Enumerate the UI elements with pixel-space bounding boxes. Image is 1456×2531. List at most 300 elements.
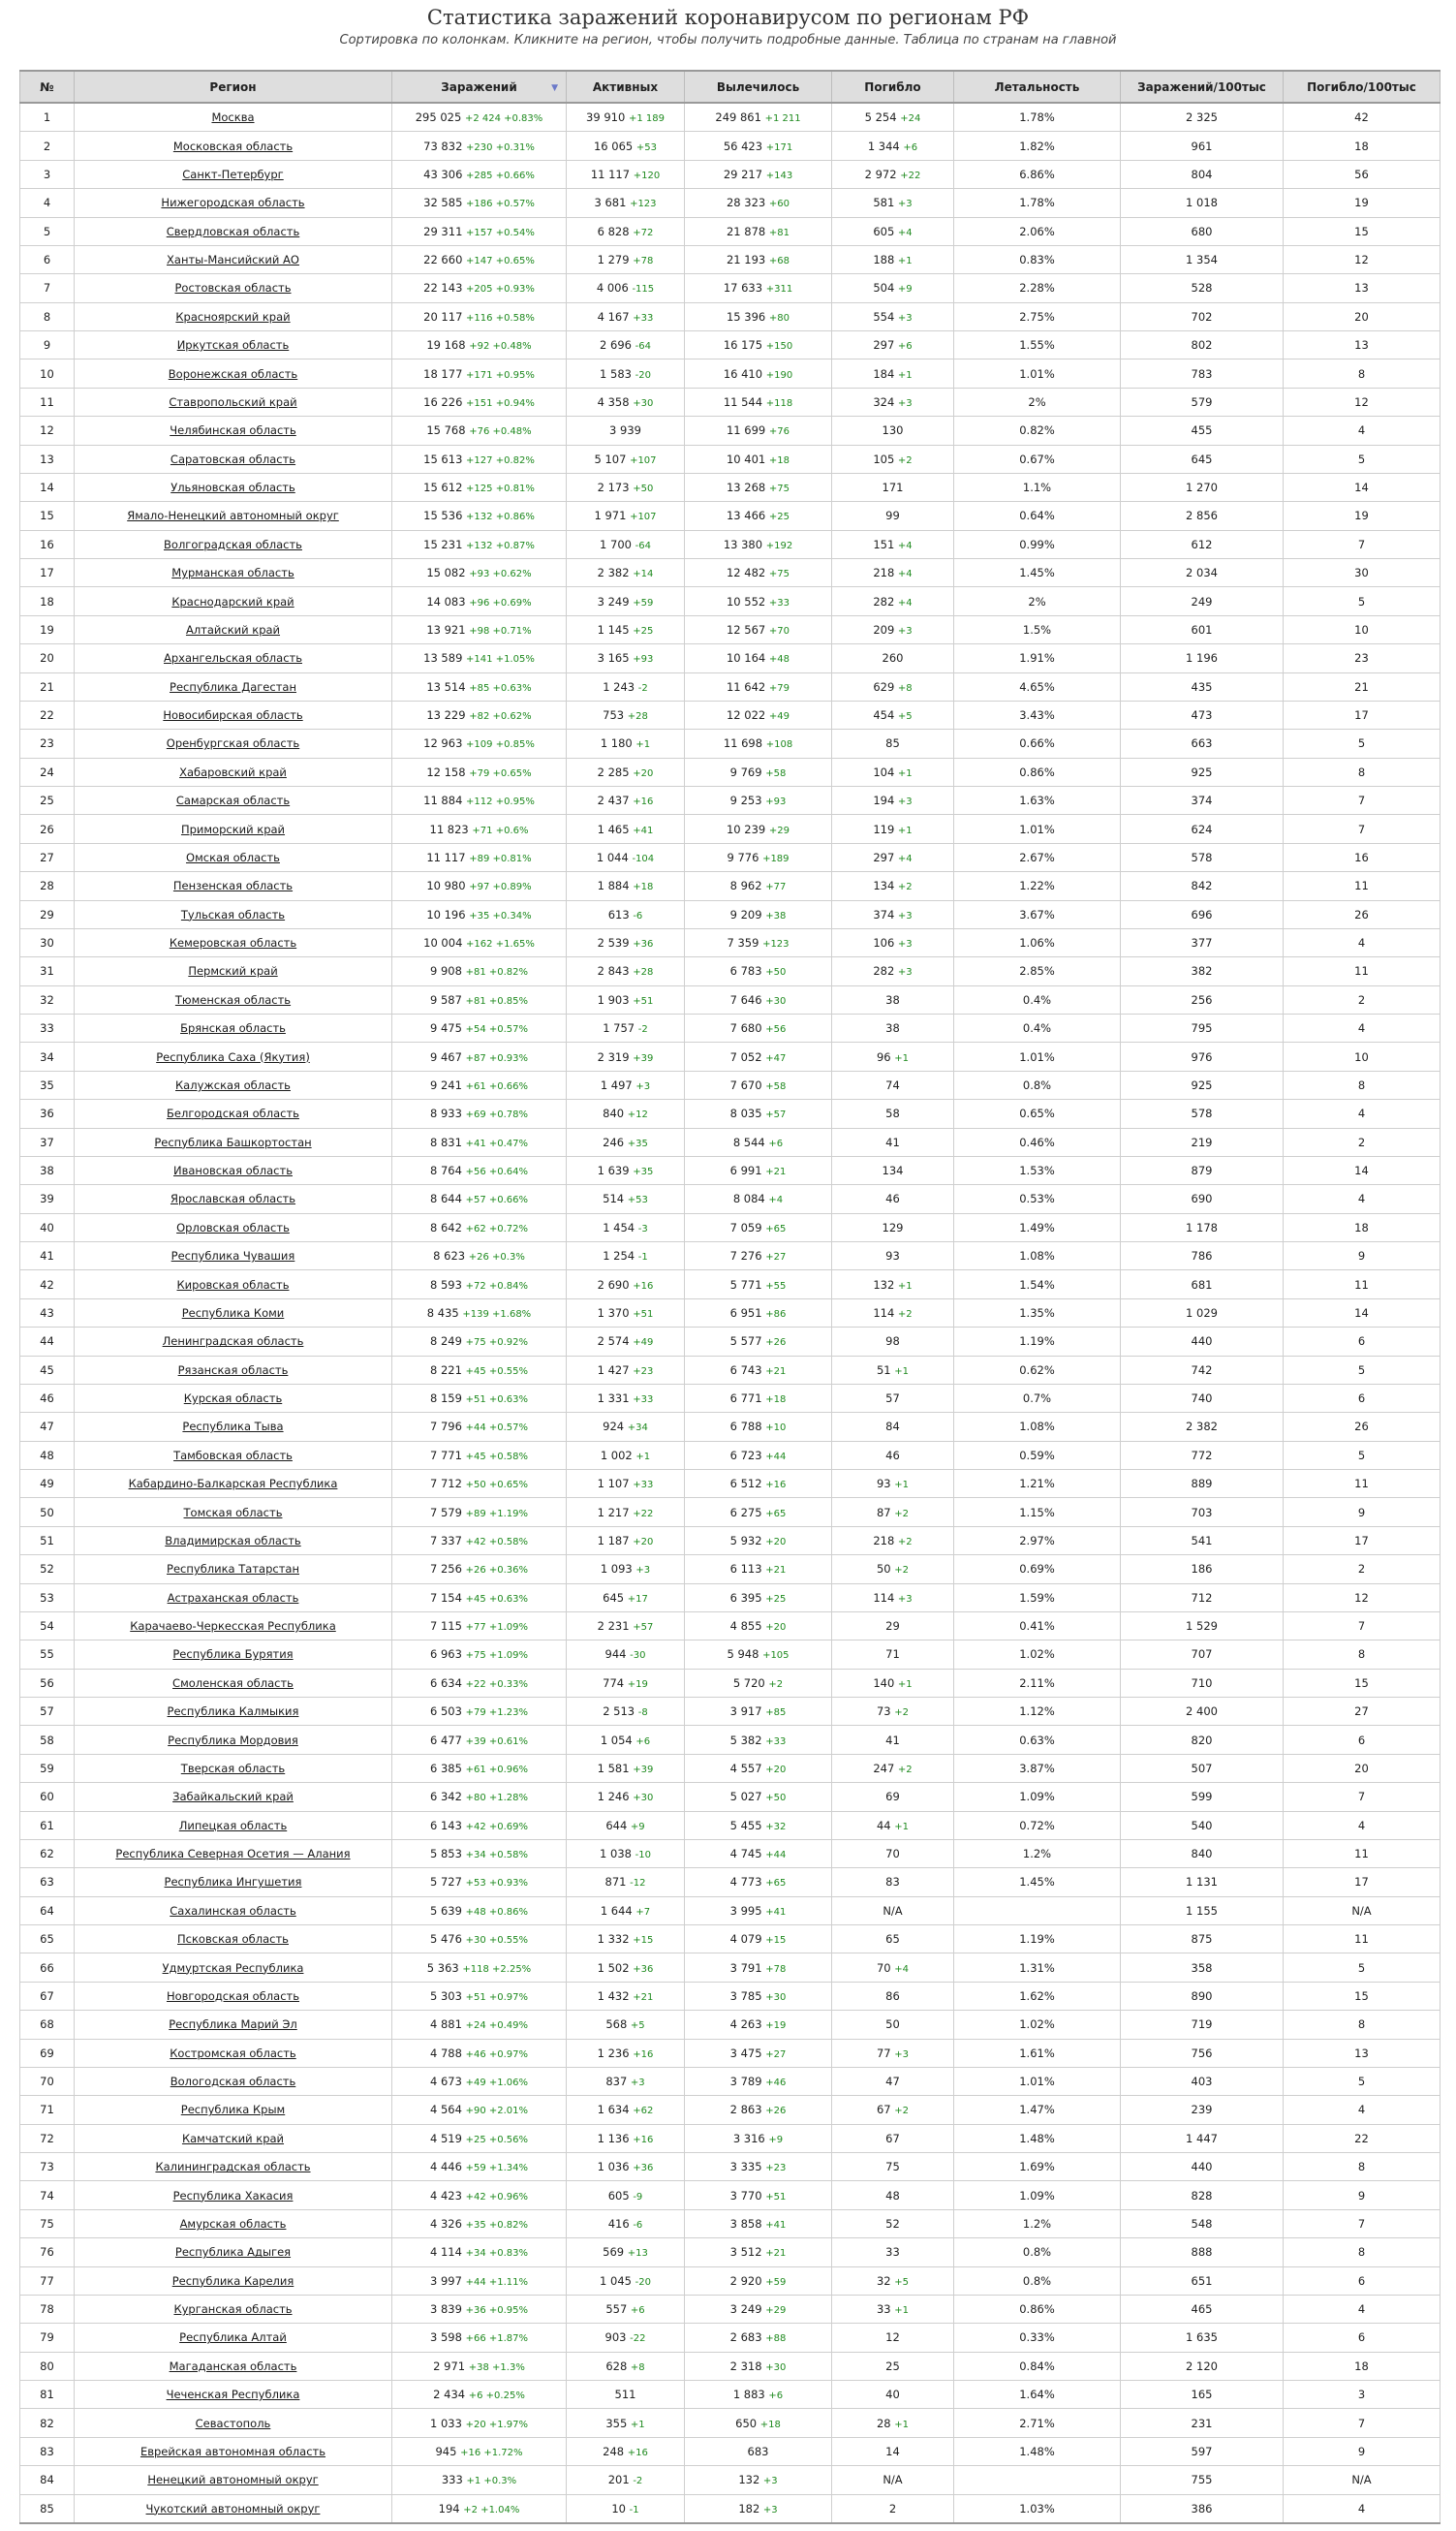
header-number[interactable] bbox=[20, 71, 75, 103]
cell-value: 6 bbox=[1357, 1391, 1366, 1406]
cell-value: 3 939 bbox=[609, 423, 641, 438]
cell-value: 2 231 bbox=[597, 1619, 630, 1634]
cell-deaths bbox=[832, 1611, 954, 1640]
cell-delta: +75 bbox=[768, 569, 790, 580]
cell-deaths bbox=[832, 1555, 954, 1583]
region-link[interactable]: Волгоградская область bbox=[164, 537, 302, 551]
cell-recovered bbox=[685, 2124, 832, 2152]
cell-region bbox=[75, 274, 392, 302]
cell-region bbox=[75, 1982, 392, 2010]
region-link[interactable]: Республика Алтай bbox=[179, 2330, 287, 2345]
cell-value: 0.7% bbox=[1022, 1391, 1052, 1406]
region-link[interactable]: Новосибирская область bbox=[163, 708, 303, 723]
cell-deaths bbox=[832, 2124, 954, 2152]
cell-value: 645 bbox=[1191, 452, 1213, 466]
cell-delta: +3 bbox=[897, 910, 913, 922]
cell-deaths-per-100k bbox=[1284, 1640, 1441, 1669]
table-row bbox=[20, 615, 1441, 643]
cell-value: 6 771 bbox=[729, 1391, 762, 1406]
cell-region bbox=[75, 1726, 392, 1754]
region-link[interactable]: Еврейская автономная область bbox=[139, 2444, 326, 2458]
table-row bbox=[20, 1384, 1441, 1412]
region-link[interactable]: Удмуртская Республика bbox=[162, 1960, 304, 1975]
cell-number bbox=[20, 2238, 75, 2266]
cell-value: 85 bbox=[885, 736, 900, 751]
cell-lethality bbox=[954, 1726, 1121, 1754]
region-link[interactable]: Псковская область bbox=[177, 1932, 289, 1947]
table-row bbox=[20, 1583, 1441, 1611]
region-link[interactable]: Нижегородская область bbox=[161, 196, 305, 210]
cell-infected-per-100k bbox=[1121, 843, 1284, 871]
cell-deaths-per-100k bbox=[1284, 872, 1441, 900]
cell-delta: +28 bbox=[633, 967, 654, 979]
cell-region bbox=[75, 2153, 392, 2181]
cell-infected bbox=[392, 1839, 567, 1867]
cell-region bbox=[75, 758, 392, 786]
cell-delta: +2 +1.04% bbox=[463, 2504, 520, 2515]
cell-deaths bbox=[832, 1839, 954, 1867]
cell-infected bbox=[392, 701, 567, 729]
cell-active bbox=[567, 1583, 685, 1611]
region-link[interactable]: Республика Саха (Якутия) bbox=[156, 1049, 310, 1064]
cell-delta: +1 bbox=[897, 1280, 913, 1292]
cell-recovered bbox=[685, 2209, 832, 2237]
cell-value: 246 bbox=[603, 1135, 625, 1149]
cell-deaths-per-100k bbox=[1284, 1526, 1441, 1554]
cell-infected-per-100k bbox=[1121, 928, 1284, 956]
cell-value: 17 bbox=[40, 566, 54, 580]
cell-number bbox=[20, 1669, 75, 1697]
cell-value: 56 bbox=[40, 1675, 54, 1690]
cell-region bbox=[75, 957, 392, 985]
cell-delta: +90 +2.01% bbox=[465, 2106, 529, 2117]
region-link[interactable]: Карачаево-Черкесская Республика bbox=[130, 1619, 336, 1634]
cell-value: 8 bbox=[1357, 1078, 1366, 1092]
cell-value: 4 745 bbox=[729, 1847, 762, 1861]
cell-infected-per-100k bbox=[1121, 1698, 1284, 1726]
cell-value: 8 bbox=[1357, 765, 1366, 779]
cell-value: 13 514 bbox=[426, 679, 466, 694]
cell-number bbox=[20, 274, 75, 302]
cell-number bbox=[20, 1071, 75, 1099]
region-link[interactable]: Архангельская область bbox=[164, 651, 302, 666]
cell-delta: +162 +1.65% bbox=[466, 939, 535, 951]
cell-number bbox=[20, 2409, 75, 2437]
region-link[interactable]: Республика Мордовия bbox=[168, 1733, 298, 1747]
cell-value: 15 082 bbox=[426, 566, 466, 580]
cell-number bbox=[20, 388, 75, 416]
cell-value: 707 bbox=[1191, 1647, 1213, 1662]
region-link[interactable]: Республика Карелия bbox=[171, 2273, 294, 2288]
cell-value: 3 335 bbox=[729, 2160, 762, 2174]
cell-value: 105 bbox=[873, 452, 895, 466]
cell-value: 4 bbox=[1357, 2501, 1366, 2515]
cell-value: 629 bbox=[873, 679, 895, 694]
cell-delta: +65 bbox=[765, 1223, 787, 1234]
region-link[interactable]: Вологодская область bbox=[170, 2075, 296, 2089]
table-row bbox=[20, 587, 1441, 615]
cell-active bbox=[567, 1185, 685, 1213]
cell-lethality bbox=[954, 1156, 1121, 1184]
region-link[interactable]: Республика Калмыкия bbox=[167, 1704, 299, 1719]
cell-value: 2 574 bbox=[597, 1334, 630, 1349]
region-link[interactable]: Ставропольский край bbox=[169, 394, 297, 409]
cell-value: 1 018 bbox=[1186, 196, 1218, 210]
header-infected-per-100k[interactable] bbox=[1121, 71, 1284, 103]
cell-delta: -20 bbox=[635, 2276, 651, 2288]
cell-number bbox=[20, 2209, 75, 2237]
cell-value: 16 226 bbox=[423, 394, 463, 409]
cell-value: 0.64% bbox=[1019, 509, 1055, 523]
region-link[interactable]: Севастополь bbox=[195, 2416, 271, 2430]
region-link[interactable]: Ханты-Мансийский АО bbox=[167, 253, 299, 267]
region-link[interactable]: Кабардино-Балкарская Республика bbox=[128, 1477, 338, 1491]
region-link[interactable]: Московская область bbox=[172, 139, 294, 153]
cell-infected bbox=[392, 1071, 567, 1099]
region-link[interactable]: Республика Бурятия bbox=[172, 1647, 294, 1662]
cell-infected-per-100k bbox=[1121, 1839, 1284, 1867]
header-recovered[interactable] bbox=[685, 71, 832, 103]
cell-value: 4 564 bbox=[429, 2103, 462, 2117]
region-link[interactable]: Рязанская область bbox=[177, 1362, 289, 1377]
cell-infected bbox=[392, 672, 567, 701]
cell-deaths-per-100k bbox=[1284, 1611, 1441, 1640]
cell-value: 10 552 bbox=[726, 594, 766, 609]
region-link[interactable]: Пензенская область bbox=[172, 879, 294, 893]
cell-delta: +85 +0.63% bbox=[469, 682, 532, 694]
region-link[interactable]: Краснодарский край bbox=[171, 594, 294, 609]
cell-delta: +4 bbox=[897, 853, 913, 864]
cell-value: 7 bbox=[1357, 537, 1366, 551]
cell-delta: +62 +0.72% bbox=[465, 1223, 529, 1234]
region-link[interactable]: Чеченская Республика bbox=[166, 2388, 300, 2402]
header-region[interactable] bbox=[75, 71, 392, 103]
cell-value: 194 bbox=[438, 2501, 460, 2515]
cell-number bbox=[20, 160, 75, 188]
cell-value: 130 bbox=[882, 423, 904, 438]
table-row bbox=[20, 2039, 1441, 2067]
cell-infected bbox=[392, 274, 567, 302]
region-link[interactable]: Ивановская область bbox=[173, 1164, 293, 1178]
cell-active bbox=[567, 1100, 685, 1128]
region-link[interactable]: Тверская область bbox=[180, 1761, 286, 1775]
region-link[interactable]: Оренбургская область bbox=[166, 736, 300, 751]
region-link[interactable]: Забайкальский край bbox=[172, 1790, 294, 1804]
region-link[interactable]: Брянская область bbox=[180, 1021, 286, 1036]
cell-value: 1.61% bbox=[1019, 2046, 1055, 2060]
header-infected[interactable] bbox=[392, 71, 567, 103]
region-link[interactable]: Ямало-Ненецкий автономный округ bbox=[127, 509, 339, 523]
cell-value: 41 bbox=[40, 1249, 54, 1264]
cell-value: 1 332 bbox=[597, 1932, 630, 1947]
header-lethality[interactable] bbox=[954, 71, 1121, 103]
cell-delta: +33 bbox=[768, 597, 790, 609]
cell-infected-per-100k bbox=[1121, 644, 1284, 672]
cell-lethality bbox=[954, 2409, 1121, 2437]
cell-delta: +24 bbox=[900, 113, 921, 125]
cell-delta: +48 bbox=[768, 654, 790, 666]
region-link[interactable]: Республика Тыва bbox=[182, 1420, 284, 1434]
cell-value: 14 bbox=[1354, 1164, 1369, 1178]
region-link[interactable]: Кемеровская область bbox=[169, 936, 297, 951]
cell-delta: +157 +0.54% bbox=[466, 227, 535, 238]
cell-number bbox=[20, 189, 75, 217]
cell-infected-per-100k bbox=[1121, 985, 1284, 1014]
cell-value: 3.43% bbox=[1019, 708, 1055, 723]
cell-infected bbox=[392, 2209, 567, 2237]
cell-value: 56 423 bbox=[723, 139, 763, 153]
cell-value: 13 380 bbox=[723, 537, 763, 551]
region-link[interactable]: Алтайский край bbox=[185, 622, 281, 637]
cell-number bbox=[20, 758, 75, 786]
region-link[interactable]: Ленинградская область bbox=[162, 1334, 304, 1349]
cell-infected-per-100k bbox=[1121, 2466, 1284, 2494]
table-row bbox=[20, 1071, 1441, 1099]
region-link[interactable]: Омская область bbox=[186, 850, 280, 864]
cell-recovered bbox=[685, 417, 832, 445]
region-link[interactable]: Тульская область bbox=[180, 907, 286, 922]
region-link[interactable]: Сахалинская область bbox=[170, 1903, 296, 1918]
cell-delta: +8 bbox=[630, 2361, 645, 2373]
cell-value: 2 382 bbox=[1186, 1420, 1218, 1434]
cell-value: 6 143 bbox=[429, 1818, 462, 1832]
region-link[interactable]: Республика Коми bbox=[181, 1305, 285, 1320]
region-link[interactable]: Калининградская область bbox=[155, 2160, 311, 2174]
cell-recovered bbox=[685, 274, 832, 302]
cell-value: 21 bbox=[1354, 679, 1369, 694]
cell-value: 11 642 bbox=[726, 679, 766, 694]
region-link[interactable]: Республика Дагестан bbox=[170, 679, 296, 694]
cell-value: N/A bbox=[1351, 1903, 1372, 1918]
cell-value: 7 670 bbox=[729, 1078, 762, 1092]
region-link[interactable]: Воронежская область bbox=[168, 366, 298, 381]
header-active[interactable] bbox=[567, 71, 685, 103]
cell-number bbox=[20, 815, 75, 843]
cell-infected-per-100k bbox=[1121, 473, 1284, 501]
cell-infected-per-100k bbox=[1121, 1128, 1284, 1156]
table-row bbox=[20, 1441, 1441, 1469]
cell-deaths bbox=[832, 1526, 954, 1554]
region-link[interactable]: Республика Северная Осетия — Алания bbox=[115, 1847, 351, 1861]
cell-value: 8 933 bbox=[429, 1107, 462, 1121]
region-link[interactable]: Москва bbox=[211, 110, 255, 125]
table-row bbox=[20, 2324, 1441, 2352]
region-link[interactable]: Республика Адыгея bbox=[174, 2245, 292, 2260]
cell-value: 104 bbox=[873, 765, 895, 779]
cell-value: 5 027 bbox=[729, 1790, 762, 1804]
cell-value: 5 303 bbox=[429, 1988, 462, 2003]
cell-delta: +109 +0.85% bbox=[466, 739, 535, 751]
cell-deaths bbox=[832, 2352, 954, 2380]
cell-value: 5 727 bbox=[429, 1875, 462, 1890]
region-link[interactable]: Хабаровский край bbox=[179, 765, 287, 779]
cell-active bbox=[567, 1982, 685, 2010]
region-link[interactable]: Кировская область bbox=[176, 1277, 290, 1292]
cell-value: 3 997 bbox=[429, 2273, 462, 2288]
region-link[interactable]: Саратовская область bbox=[170, 452, 296, 466]
cell-value: 2 513 bbox=[603, 1704, 635, 1719]
region-link[interactable]: Иркутская область bbox=[176, 338, 290, 353]
region-link[interactable]: Республика Чувашия bbox=[170, 1249, 295, 1264]
cell-value: 386 bbox=[1191, 2501, 1213, 2515]
cell-value: 7 154 bbox=[429, 1590, 462, 1605]
region-link[interactable]: Красноярский край bbox=[175, 309, 291, 324]
region-link[interactable]: Томская область bbox=[183, 1505, 283, 1519]
header-deaths[interactable] bbox=[832, 71, 954, 103]
cell-active bbox=[567, 1242, 685, 1270]
region-link[interactable]: Пермский край bbox=[188, 964, 278, 979]
cell-deaths bbox=[832, 644, 954, 672]
cell-delta: +1 bbox=[894, 2305, 910, 2317]
cell-value: 6 951 bbox=[729, 1305, 762, 1320]
cell-delta: +70 bbox=[768, 625, 790, 637]
table-row bbox=[20, 388, 1441, 416]
cell-value: 7 bbox=[1357, 1619, 1366, 1634]
cell-value: 13 921 bbox=[426, 622, 466, 637]
cell-delta: +1 bbox=[897, 256, 913, 267]
cell-infected bbox=[392, 331, 567, 359]
region-link[interactable]: Курская область bbox=[183, 1391, 283, 1406]
cell-infected bbox=[392, 1498, 567, 1526]
table-row bbox=[20, 1754, 1441, 1782]
cell-lethality bbox=[954, 2011, 1121, 2039]
cell-value: 7 bbox=[1357, 822, 1366, 836]
region-link[interactable]: Тюменская область bbox=[174, 992, 292, 1007]
cell-delta: +44 +0.57% bbox=[465, 1422, 529, 1434]
cell-lethality bbox=[954, 1526, 1121, 1554]
cell-infected-per-100k bbox=[1121, 530, 1284, 558]
region-link[interactable]: Курганская область bbox=[173, 2302, 293, 2317]
cell-value: 6 bbox=[1357, 2273, 1366, 2288]
region-link[interactable]: Магаданская область bbox=[169, 2359, 297, 2373]
cell-value: 1 644 bbox=[600, 1903, 633, 1918]
region-link[interactable]: Республика Крым bbox=[180, 2103, 286, 2117]
cell-recovered bbox=[685, 1043, 832, 1071]
table-row bbox=[20, 2153, 1441, 2181]
cell-lethality bbox=[954, 1213, 1121, 1241]
cell-delta: +38 +1.3% bbox=[468, 2361, 525, 2373]
cell-value: 3 165 bbox=[597, 651, 630, 666]
table-row bbox=[20, 2067, 1441, 2095]
cell-value: 27 bbox=[1354, 1704, 1369, 1719]
cell-value: 2 319 bbox=[597, 1049, 630, 1064]
cell-infected bbox=[392, 758, 567, 786]
region-link[interactable]: Костромская область bbox=[170, 2046, 296, 2060]
cell-value: 1 634 bbox=[597, 2103, 630, 2117]
cell-active bbox=[567, 1470, 685, 1498]
cell-deaths-per-100k bbox=[1284, 2209, 1441, 2237]
cell-lethality bbox=[954, 900, 1121, 928]
region-link[interactable]: Приморский край bbox=[180, 822, 286, 836]
cell-value: 828 bbox=[1191, 2188, 1213, 2203]
cell-delta: +20 bbox=[765, 1764, 787, 1775]
region-link[interactable]: Ульяновская область bbox=[170, 481, 295, 495]
cell-value: 0.8% bbox=[1022, 2273, 1052, 2288]
cell-infected bbox=[392, 217, 567, 245]
region-link[interactable]: Республика Хакасия bbox=[172, 2188, 294, 2203]
cell-value: 8 bbox=[1357, 2017, 1366, 2032]
cell-value: 4 bbox=[1357, 1192, 1366, 1206]
region-link[interactable]: Владимирская область bbox=[165, 1533, 301, 1547]
cell-number bbox=[20, 872, 75, 900]
region-link[interactable]: Смоленская область bbox=[172, 1675, 294, 1690]
cell-delta: -10 bbox=[635, 1850, 651, 1861]
cell-delta: +311 bbox=[765, 284, 793, 296]
region-link[interactable]: Камчатский край bbox=[181, 2131, 285, 2145]
cell-infected-per-100k bbox=[1121, 2067, 1284, 2095]
cell-lethality bbox=[954, 1754, 1121, 1782]
cell-lethality bbox=[954, 559, 1121, 587]
cell-deaths bbox=[832, 1441, 954, 1469]
cell-region bbox=[75, 1555, 392, 1583]
cell-delta: +55 bbox=[765, 1280, 787, 1292]
region-link[interactable]: Белгородская область bbox=[167, 1107, 299, 1121]
region-link[interactable]: Липецкая область bbox=[178, 1818, 288, 1832]
region-link[interactable]: Республика Татарстан bbox=[167, 1562, 299, 1577]
region-link[interactable]: Мурманская область bbox=[171, 566, 294, 580]
cell-value: 18 bbox=[1354, 2359, 1369, 2373]
cell-delta: +75 bbox=[768, 484, 790, 495]
cell-value: 140 bbox=[873, 1675, 895, 1690]
cell-value: 165 bbox=[1191, 2388, 1213, 2402]
region-link[interactable]: Ненецкий автономный округ bbox=[147, 2473, 319, 2487]
region-link[interactable]: Амурская область bbox=[179, 2216, 287, 2231]
region-link[interactable]: Астраханская область bbox=[167, 1590, 299, 1605]
region-link[interactable]: Свердловская область bbox=[166, 224, 300, 238]
cell-value: 0.99% bbox=[1019, 537, 1055, 551]
cell-infected-per-100k bbox=[1121, 672, 1284, 701]
region-link[interactable]: Чукотский автономный округ bbox=[145, 2501, 321, 2515]
region-link[interactable]: Республика Ингушетия bbox=[164, 1875, 302, 1890]
cell-value: 171 bbox=[882, 481, 904, 495]
cell-number bbox=[20, 1328, 75, 1356]
cell-value: 5 720 bbox=[732, 1675, 765, 1690]
cell-value: 1 145 bbox=[597, 622, 630, 637]
region-link[interactable]: Санкт-Петербург bbox=[182, 167, 284, 181]
region-link[interactable]: Ярославская область bbox=[170, 1192, 296, 1206]
cell-value: 132 bbox=[873, 1277, 895, 1292]
region-link[interactable]: Республика Марий Эл bbox=[169, 2017, 297, 2032]
cell-value: 5 382 bbox=[729, 1733, 762, 1747]
region-link[interactable]: Тамбовская область bbox=[173, 1448, 293, 1462]
cell-number bbox=[20, 473, 75, 501]
cell-active bbox=[567, 900, 685, 928]
table-row bbox=[20, 1726, 1441, 1754]
region-link[interactable]: Новгородская область bbox=[166, 1988, 300, 2003]
cell-value: 0.83% bbox=[1019, 253, 1055, 267]
region-link[interactable]: Республика Башкортостан bbox=[154, 1135, 312, 1149]
cell-value: 12 963 bbox=[423, 736, 463, 751]
cell-recovered bbox=[685, 473, 832, 501]
header-deaths-per-100k[interactable] bbox=[1284, 71, 1441, 103]
cell-delta: +46 +0.97% bbox=[465, 2048, 529, 2060]
cell-value: 297 bbox=[873, 338, 895, 353]
region-link[interactable]: Челябинская область bbox=[170, 423, 296, 438]
region-link[interactable]: Ростовская область bbox=[174, 281, 292, 296]
cell-deaths bbox=[832, 2266, 954, 2295]
table-row bbox=[20, 1328, 1441, 1356]
cell-infected-per-100k bbox=[1121, 189, 1284, 217]
region-link[interactable]: Орловская область bbox=[176, 1220, 290, 1234]
cell-infected-per-100k bbox=[1121, 502, 1284, 530]
region-link[interactable]: Самарская область bbox=[175, 794, 291, 808]
header-label: Погибло bbox=[864, 79, 921, 94]
cell-recovered bbox=[685, 587, 832, 615]
cell-recovered bbox=[685, 615, 832, 643]
cell-value: 1.54% bbox=[1019, 1277, 1055, 1292]
region-link[interactable]: Калужская область bbox=[175, 1078, 291, 1092]
cell-region bbox=[75, 1071, 392, 1099]
